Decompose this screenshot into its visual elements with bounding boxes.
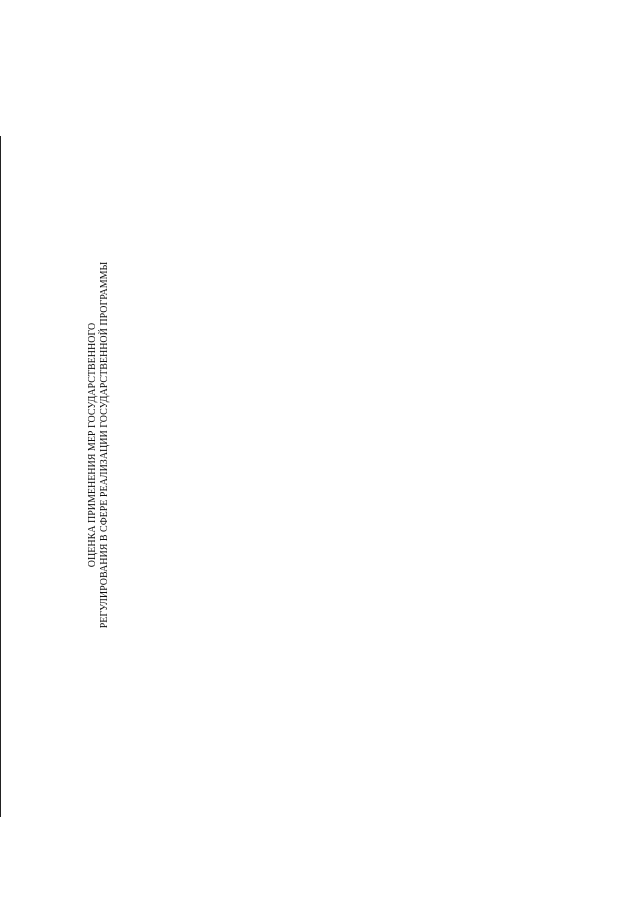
table-cell: [0, 619, 1, 696]
table-cell: [0, 137, 1, 235]
table-cell: [0, 696, 1, 773]
table-cell: [0, 475, 1, 523]
title-line-1: ОЦЕНКА ПРИМЕНЕНИЯ МЕР ГОСУДАРСТВЕННОГО: [87, 322, 98, 568]
table-cell: [0, 773, 1, 817]
table-cell: [0, 379, 1, 427]
table-cell: [0, 235, 1, 283]
table-cell: [0, 331, 1, 379]
table-cell: [0, 523, 1, 571]
title-line-2: РЕГУЛИРОВАНИЯ В СФЕРЕ РЕАЛИЗАЦИИ ГОСУДАРСТВЕННОЙ ПРОГРАММЫ: [99, 261, 110, 629]
table-cell: [0, 571, 1, 619]
document-title: [87, 185, 111, 705]
measures-table: [0, 136, 1, 817]
table-cell: [0, 427, 1, 475]
table-cell: [0, 283, 1, 331]
